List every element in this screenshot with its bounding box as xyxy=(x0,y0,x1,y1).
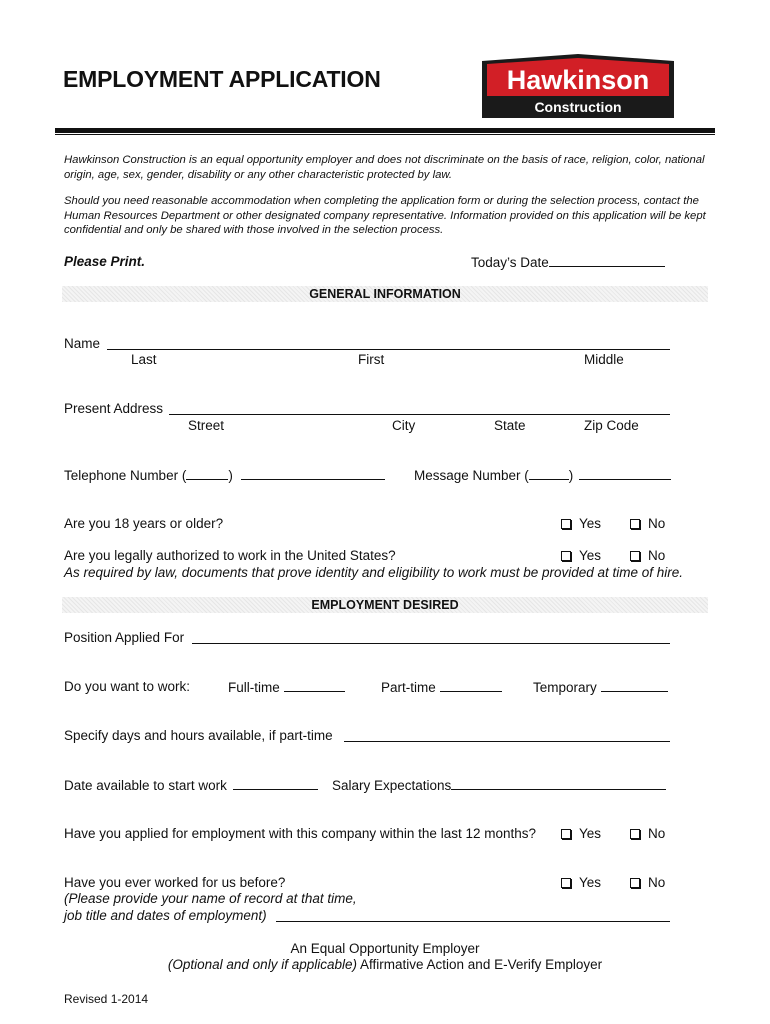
name-part-last: Last xyxy=(131,352,157,367)
message-field xyxy=(414,467,671,483)
no-label: No xyxy=(648,875,666,890)
eeo-statement: Hawkinson Construction is an equal opportunity employer and does not discriminate on the basis of race, religion, color, national origin, age, sex, gender, disability or any other characteristic protected by law. xyxy=(64,154,705,181)
accommodation-statement: Should you need reasonable accommodation when completing the application form or during the selection process, contact the Human Resources Department or other designated company representative. Information provided on this application will be kept confidential and only be shared with those involved in the selection process. xyxy=(64,195,706,236)
authorized-yes-option[interactable] xyxy=(561,548,601,563)
telephone-label: Telephone Number ( xyxy=(64,468,187,483)
start-date-input[interactable] xyxy=(233,777,318,790)
telephone-field xyxy=(64,467,385,483)
age-no-checkbox[interactable] xyxy=(630,519,640,529)
applied-question: Have you applied for employment with this company within the last 12 months? xyxy=(64,826,536,841)
telephone-number-input[interactable] xyxy=(241,467,385,480)
todays-date-label: Today’s Date xyxy=(471,255,549,270)
authorized-yes-checkbox[interactable] xyxy=(561,551,571,561)
worked-yes-checkbox[interactable] xyxy=(561,878,571,888)
name-part-first: First xyxy=(358,352,385,367)
work-type-label: Do you want to work: xyxy=(64,679,191,694)
full-time-label: Full-time xyxy=(228,680,280,695)
header-divider xyxy=(55,128,715,133)
salary-field xyxy=(332,777,666,793)
logo-tagline: Construction xyxy=(534,99,622,115)
footer-optional-note: (Optional and only if applicable) xyxy=(167,957,357,972)
applied-no-checkbox[interactable] xyxy=(630,829,640,839)
message-number-input[interactable] xyxy=(579,467,671,480)
please-print: Please Print. xyxy=(64,254,146,269)
company-logo xyxy=(478,52,678,124)
age-no-option[interactable] xyxy=(630,516,665,531)
full-time-field xyxy=(228,679,345,695)
applied-no-option[interactable] xyxy=(630,826,665,841)
todays-date-field xyxy=(471,254,665,270)
telephone-area-code-input[interactable] xyxy=(186,467,228,480)
age-question: Are you 18 years or older? xyxy=(64,516,224,531)
message-paren: ) xyxy=(568,468,574,483)
address-label: Present Address xyxy=(64,401,164,416)
part-time-field xyxy=(381,679,502,695)
no-label: No xyxy=(648,826,666,841)
start-date-field xyxy=(64,777,318,793)
general-information-heading: GENERAL INFORMATION xyxy=(62,286,708,302)
address-input[interactable] xyxy=(169,414,670,415)
worked-note-1: (Please provide your name of record at that time, xyxy=(64,891,357,906)
authorized-question: Are you legally authorized to work in the United States? xyxy=(64,548,396,563)
start-date-label: Date available to start work xyxy=(64,778,227,793)
name-part-middle: Middle xyxy=(584,352,624,367)
applied-yes-option[interactable] xyxy=(561,826,601,841)
authorized-note: As required by law, documents that prove identity and eligibility to work must be provided at time of hire. xyxy=(64,565,684,580)
worked-note-2: job title and dates of employment) xyxy=(64,908,267,923)
address-part-street: Street xyxy=(188,418,225,433)
footer-affirmative-action xyxy=(0,957,770,972)
message-label: Message Number ( xyxy=(414,468,529,483)
age-yes-option[interactable] xyxy=(561,516,601,531)
footer-everify: Affirmative Action and E-Verify Employer xyxy=(357,957,603,972)
logo-name: Hawkinson xyxy=(506,65,650,95)
todays-date-input[interactable] xyxy=(549,254,665,267)
full-time-input[interactable] xyxy=(284,679,345,692)
salary-label: Salary Expectations xyxy=(332,778,452,793)
yes-label: Yes xyxy=(579,548,602,563)
age-yes-checkbox[interactable] xyxy=(561,519,571,529)
address-part-zip: Zip Code xyxy=(584,418,639,433)
part-time-label: Part-time xyxy=(381,680,436,695)
temporary-field xyxy=(533,679,668,695)
employment-desired-heading: EMPLOYMENT DESIRED xyxy=(62,597,708,613)
no-label: No xyxy=(648,548,666,563)
authorized-no-option[interactable] xyxy=(630,548,665,563)
worked-no-option[interactable] xyxy=(630,875,665,890)
temporary-label: Temporary xyxy=(533,680,597,695)
worked-no-checkbox[interactable] xyxy=(630,878,640,888)
worked-details-input[interactable] xyxy=(276,921,670,922)
header-divider-thin xyxy=(55,134,715,135)
yes-label: Yes xyxy=(579,826,602,841)
position-input[interactable] xyxy=(192,643,670,644)
no-label: No xyxy=(648,516,666,531)
authorized-no-checkbox[interactable] xyxy=(630,551,640,561)
name-label: Name xyxy=(64,336,101,351)
temporary-input[interactable] xyxy=(601,679,668,692)
applied-yes-checkbox[interactable] xyxy=(561,829,571,839)
part-time-input[interactable] xyxy=(440,679,502,692)
address-part-city: City xyxy=(392,418,416,433)
worked-question: Have you ever worked for us before? xyxy=(64,875,286,890)
telephone-paren: ) xyxy=(228,468,233,483)
days-hours-label: Specify days and hours available, if part-time xyxy=(64,728,333,743)
yes-label: Yes xyxy=(579,516,602,531)
yes-label: Yes xyxy=(579,875,602,890)
page-title: EMPLOYMENT APPLICATION xyxy=(63,66,381,92)
salary-input[interactable] xyxy=(451,777,666,790)
message-area-code-input[interactable] xyxy=(529,467,569,480)
name-input[interactable] xyxy=(107,349,670,350)
revision-label: Revised 1-2014 xyxy=(64,992,149,1006)
position-label: Position Applied For xyxy=(64,630,185,645)
days-hours-input[interactable] xyxy=(344,741,670,742)
worked-yes-option[interactable] xyxy=(561,875,601,890)
footer-eoe: An Equal Opportunity Employer xyxy=(290,941,480,956)
address-part-state: State xyxy=(494,418,526,433)
